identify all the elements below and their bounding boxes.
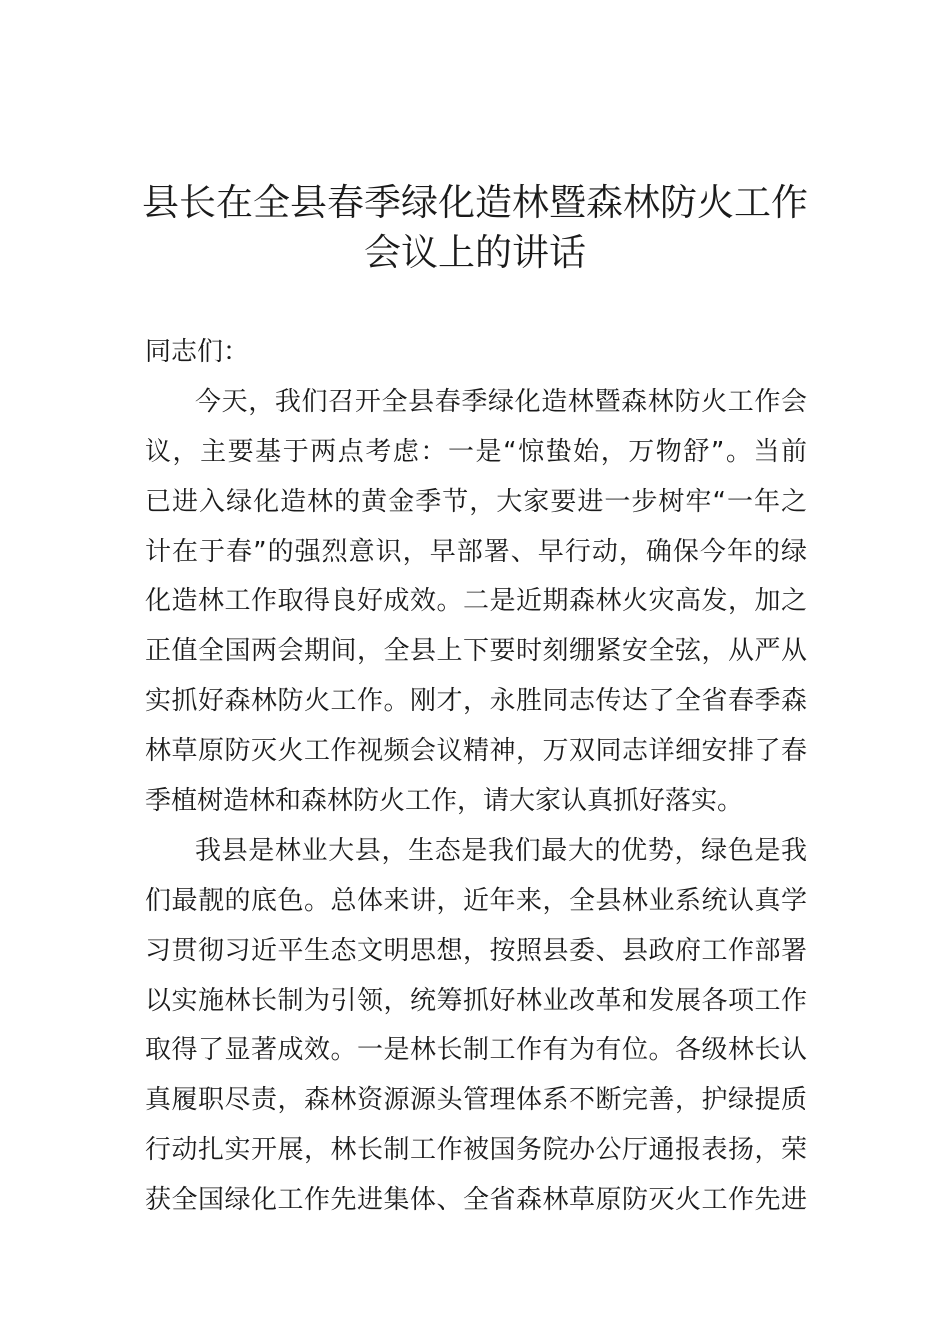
paragraph-1-line: 林草原防灭火工作视频会议精神，万双同志详细安排了春 (145, 736, 807, 767)
paragraph-1-line: 已进入绿化造林的黄金季节，大家要进一步树牢“一年之 (145, 486, 807, 517)
title-line-2: 会议上的讲话 (364, 231, 586, 274)
paragraph-2-line: 我县是林业大县，生态是我们最大的优势，绿色是我 (195, 835, 807, 866)
paragraph-1-line: 正值全国两会期间，全县上下要时刻绷紧安全弦，从严从 (145, 636, 807, 667)
paragraph-2-line: 们最靓的底色。总体来讲，近年来，全县林业系统认真学 (145, 885, 807, 916)
paragraph-2-line: 真履职尽责，森林资源源头管理体系不断完善，护绿提质 (145, 1085, 807, 1116)
paragraph-1-line: 化造林工作取得良好成效。二是近期森林火灾高发，加之 (145, 586, 807, 617)
paragraph-2-line: 以实施林长制为引领，统筹抓好林业改革和发展各项工作 (145, 985, 807, 1016)
paragraph-1-line: 计在于春”的强烈意识，早部署、早行动，确保今年的绿 (145, 536, 807, 567)
paragraph-2-line: 获全国绿化工作先进集体、全省森林草原防灭火工作先进 (145, 1185, 807, 1216)
document-title (140, 178, 810, 278)
document-body (145, 328, 807, 1226)
paragraph-2-line: 行动扎实开展，林长制工作被国务院办公厅通报表扬，荣 (145, 1135, 807, 1166)
title-line-1: 县长在全县春季绿化造林暨森林防火工作 (142, 181, 808, 224)
paragraph-2 (145, 827, 807, 1226)
paragraph-2-line: 取得了显著成效。一是林长制工作有为有位。各级林长认 (145, 1035, 807, 1066)
paragraph-1-line: 实抓好森林防火工作。刚才，永胜同志传达了全省春季森 (145, 686, 807, 717)
paragraph-1 (145, 378, 807, 827)
paragraph-2-line: 习贯彻习近平生态文明思想，按照县委、县政府工作部署 (145, 935, 807, 966)
salutation: 同志们： (145, 337, 250, 367)
paragraph-1-line: 议，主要基于两点考虑：一是“惊蛰始，万物舒”。当前 (145, 436, 807, 467)
paragraph-1-line: 季植树造林和森林防火工作，请大家认真抓好落实。 (145, 786, 744, 817)
paragraph-1-line: 今天，我们召开全县春季绿化造林暨森林防火工作会 (195, 386, 807, 417)
